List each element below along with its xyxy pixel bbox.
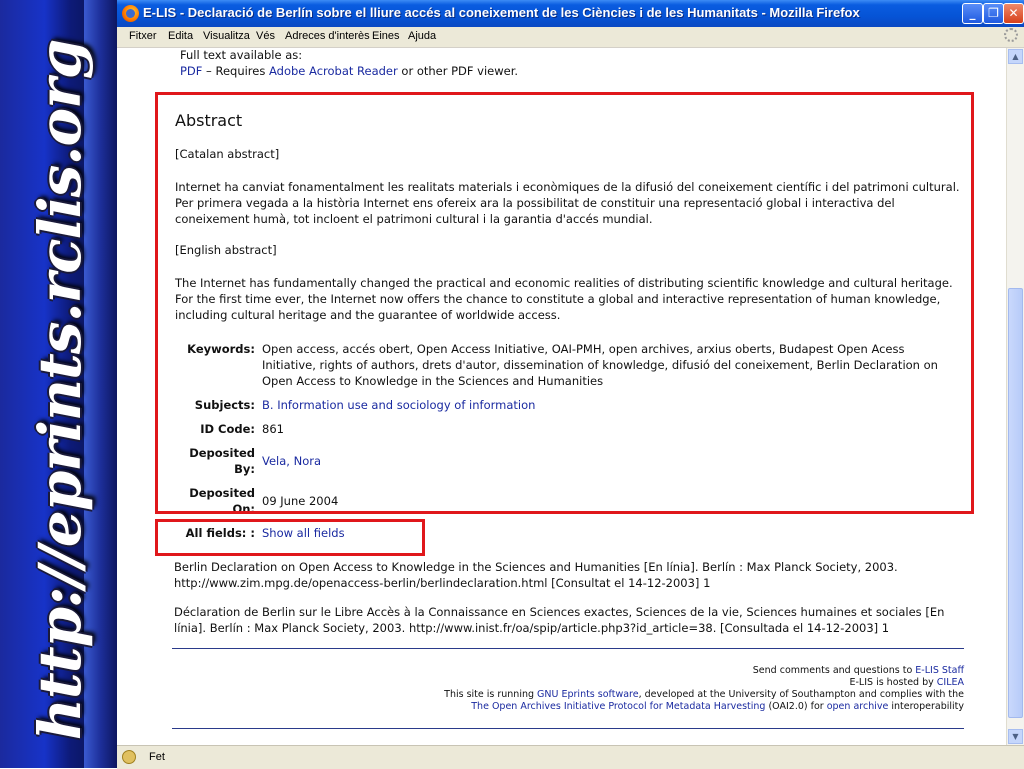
banner-url-text: http://eprints.rclis.org	[26, 39, 94, 741]
deposited-by-link[interactable]: Vela, Nora	[262, 454, 322, 468]
menu-eines[interactable]: Eines	[372, 30, 400, 42]
running-suffix: , developed at the University of Southampton and complies with the	[638, 689, 964, 700]
status-bar	[117, 745, 1024, 769]
reference-1: Berlin Declaration on Open Access to Knowledge in the Sciences and Humanities [En línia]. Berlín : Max Planck Society, 2003. http://www.zim.mpg.de/openaccess-berlin/berlindeclaration.html [Consultat el 14-12-2003] 1	[174, 560, 898, 590]
fulltext-line	[180, 64, 518, 78]
catalan-abstract-tag: [Catalan abstract]	[175, 147, 280, 161]
status-icon	[122, 750, 136, 764]
status-text: Fet	[149, 751, 165, 763]
show-all-fields-link[interactable]: Show all fields	[262, 526, 345, 540]
scroll-down-arrow-icon[interactable]: ▼	[1008, 729, 1023, 744]
protocol-mid: (OAI2.0) for	[765, 701, 827, 712]
allfields-highlight-box	[155, 519, 425, 556]
scroll-up-arrow-icon[interactable]: ▲	[1008, 49, 1023, 64]
pdf-link[interactable]: PDF	[180, 64, 203, 78]
hosted-prefix: E-LIS is hosted by	[849, 677, 937, 688]
firefox-icon	[122, 5, 139, 22]
running-prefix: This site is running	[444, 689, 538, 700]
minimize-button[interactable]: _	[962, 3, 983, 24]
footer-bottom-rule	[172, 728, 964, 729]
footer-top-rule	[172, 648, 964, 649]
fulltext-label: Full text available as:	[180, 48, 303, 62]
catalan-abstract-text: Internet ha canviat fonamentalment les realitats materials i econòmiques de la difusió del coneixement científic i del patrimoni cultural. Per primera vegada a la història Internet ens ofereix ara la possibilitat de constituir una representació global i interactiva del coneixement humà, tot incloent el patrimoni cultural i la garantia d'accés mundial.	[175, 180, 960, 226]
requires-prefix: – Requires	[202, 64, 269, 78]
menu-adreces[interactable]: Adreces d'interès	[285, 30, 370, 42]
page-content	[117, 48, 1006, 745]
requires-suffix: or other PDF viewer.	[397, 64, 519, 78]
footer-running	[444, 689, 964, 700]
keywords-value: Open access, accés obert, Open Access Initiative, OAI-PMH, open archives, arxius oberts, Budapest Open Acess Initiative, rights of authors, drets d'autor, dissemination of knowledge, difusió del coneixement, Berlin Declaration on Open Access to Knowledge in the Sciences and Humanities	[262, 342, 938, 388]
deposited-on-value: 09 June 2004	[262, 494, 339, 508]
activity-throbber-icon	[1004, 28, 1018, 42]
menu-ves[interactable]: Vés	[256, 30, 275, 42]
title-bar	[117, 0, 1024, 27]
vertical-scrollbar[interactable]	[1006, 48, 1024, 745]
abstract-heading: Abstract	[175, 111, 243, 130]
elis-staff-link[interactable]: E-LIS Staff	[915, 665, 964, 676]
menu-visualitza[interactable]: Visualitza	[203, 30, 250, 42]
english-abstract-tag: [English abstract]	[175, 243, 277, 257]
scrollbar-thumb[interactable]	[1008, 288, 1023, 718]
subjects-label: Subjects:	[194, 398, 255, 412]
reference-2: Déclaration de Berlin sur le Libre Accès à la Connaissance en Sciences exactes, Sciences de la vie, Sciences humaines et sociales [En línia]. Berlín : Max Planck Society, 2003. http://www.inist.fr/oa/spip/article.php3?id_article=38. [Consultada el 14-12-2003] 1	[174, 605, 945, 635]
protocol-suffix: interoperability	[888, 701, 964, 712]
menu-edita[interactable]: Edita	[168, 30, 194, 42]
footer-comments	[753, 665, 964, 676]
idcode-value: 861	[262, 422, 284, 436]
close-button[interactable]: ✕	[1003, 3, 1024, 24]
subjects-link[interactable]: B. Information use and sociology of information	[262, 398, 536, 412]
side-banner	[0, 0, 117, 768]
gnu-eprints-link[interactable]: GNU Eprints software	[537, 689, 639, 700]
menu-bar	[117, 27, 1024, 48]
cilea-link[interactable]: CILEA	[936, 677, 964, 688]
oai-protocol-link[interactable]: The Open Archives Initiative Protocol for Metadata Harvesting	[471, 701, 766, 712]
keywords-label: Keywords:	[187, 342, 255, 356]
deposited-on-label: Deposited On:	[189, 486, 255, 516]
abstract-highlight-box	[155, 92, 974, 514]
deposited-by-label: Deposited By:	[189, 446, 255, 476]
allfields-label: All fields: :	[185, 526, 255, 540]
acrobat-reader-link[interactable]: Adobe Acrobat Reader	[269, 64, 398, 78]
menu-fitxer[interactable]: Fitxer	[129, 30, 157, 42]
restore-button[interactable]: ❐	[983, 3, 1004, 24]
browser-window	[117, 0, 1024, 768]
window-title: E-LIS - Declaració de Berlín sobre el lliure accés al coneixement de les Ciències i de les Humanitats - Mozilla Firefox	[143, 5, 860, 20]
footer-hosted	[850, 677, 965, 688]
menu-ajuda[interactable]: Ajuda	[408, 30, 437, 42]
open-archive-link[interactable]: open archive	[826, 701, 889, 712]
footer-protocol	[471, 701, 964, 712]
comments-prefix: Send comments and questions to	[752, 665, 916, 676]
english-abstract-text: The Internet has fundamentally changed the practical and economic realities of distributing scientific knowledge and cultural heritage. For the first time ever, the Internet now offers the chance to constitute a global and interactive representation of human knowledge, including cultural heritage and the guarantee of worldwide access.	[175, 276, 953, 322]
idcode-label: ID Code:	[200, 422, 255, 436]
